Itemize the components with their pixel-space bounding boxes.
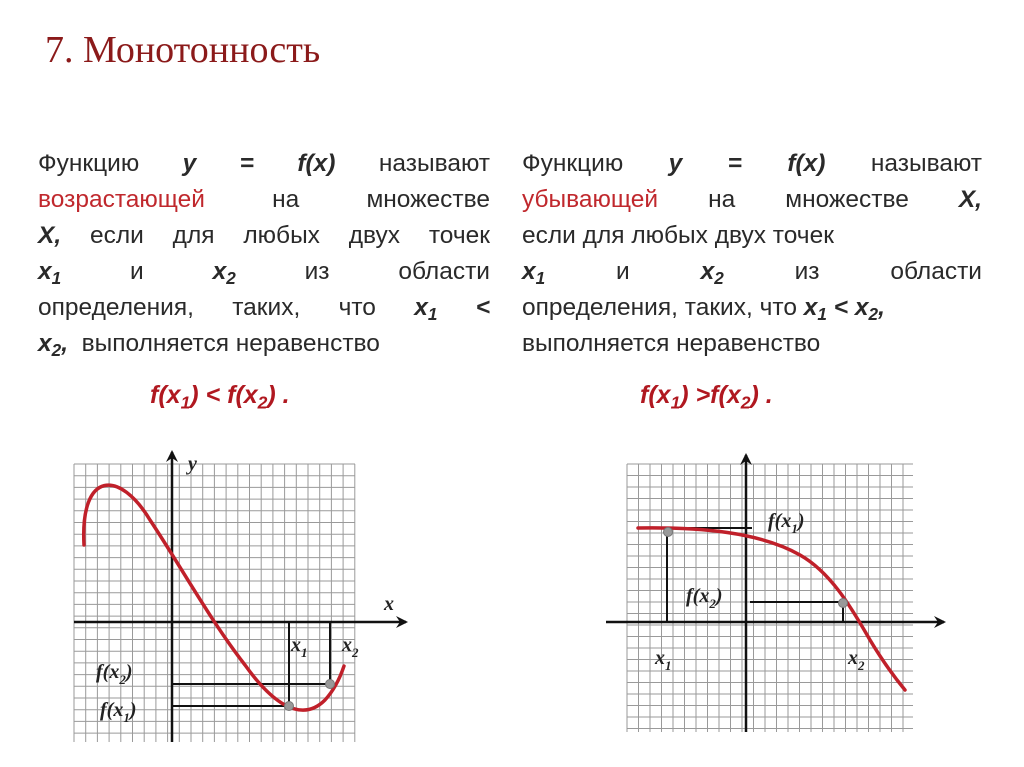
term-increasing: возрастающей [38, 186, 205, 213]
text: называют [870, 150, 983, 177]
set-x: X, [38, 222, 62, 249]
text: области [890, 258, 982, 285]
page-title: 7. Монотонность [45, 29, 321, 71]
text: определения, [38, 294, 194, 321]
label-fx2: $f(x_2)$ [96, 661, 133, 687]
label-x1: $x_1$ [291, 634, 308, 660]
text: двух [348, 222, 401, 249]
formula-increasing: $f(x_1) < f(x_2)$ . [150, 381, 290, 413]
y-axis-label: y [188, 453, 197, 475]
text: Функцию [522, 150, 624, 177]
text: выполняется неравенство [522, 330, 821, 357]
label-fx2: $f(x_2)$ [686, 585, 723, 611]
decreasing-curve [638, 528, 905, 690]
label-fx1: $f(x_1)$ [768, 510, 805, 536]
label-x1: $x_1$ [655, 647, 672, 673]
text: если [89, 222, 144, 249]
text: выполняется неравенство [81, 330, 380, 357]
point-x1-left [285, 702, 294, 711]
label-x2: $x_2$ [848, 647, 865, 673]
text: точек [428, 222, 491, 249]
text: из [304, 258, 330, 285]
text: множестве [366, 186, 491, 213]
text: Функцию [38, 150, 140, 177]
function-notation: y = f(x) [182, 150, 336, 177]
function-notation: y = f(x) [668, 150, 826, 177]
text: из [794, 258, 820, 285]
point-x2-right [839, 599, 848, 608]
var-x1: $x_1$ [522, 258, 546, 289]
text: и [616, 258, 630, 285]
text: любых [243, 222, 320, 249]
text: множестве [785, 186, 909, 213]
text: таких, [232, 294, 301, 321]
var-x2: $x_2$, [38, 330, 68, 361]
text: на [272, 186, 300, 213]
text: определения, [522, 294, 678, 321]
point-x2-left [326, 680, 335, 689]
grid-right [627, 464, 913, 732]
text: области [398, 258, 490, 285]
inequality: $x_1 < x_2$, [803, 294, 885, 325]
projections-right [667, 528, 843, 622]
text: для [172, 222, 215, 249]
label-x2: $x_2$ [342, 634, 359, 660]
inequality: $x_1$ < [414, 294, 491, 325]
text: что [759, 294, 797, 321]
text: на [708, 186, 736, 213]
text: и [130, 258, 144, 285]
var-x2: $x_2$ [212, 258, 236, 289]
projections-left [172, 622, 330, 706]
term-decreasing: убывающей [522, 186, 659, 213]
text: таких, [684, 294, 753, 321]
label-fx1: $f(x_1)$ [100, 699, 137, 725]
formula-decreasing: $f(x_1) >f(x_2)$ . [640, 381, 773, 413]
set-x: X, [958, 186, 982, 213]
text: что [338, 294, 376, 321]
x-axis-label: x [384, 593, 394, 615]
var-x2: $x_2$ [700, 258, 724, 289]
point-x1-right [664, 528, 673, 537]
text: если для любых двух точек [522, 222, 834, 249]
text: называют [378, 150, 491, 177]
var-x1: $x_1$ [38, 258, 62, 289]
